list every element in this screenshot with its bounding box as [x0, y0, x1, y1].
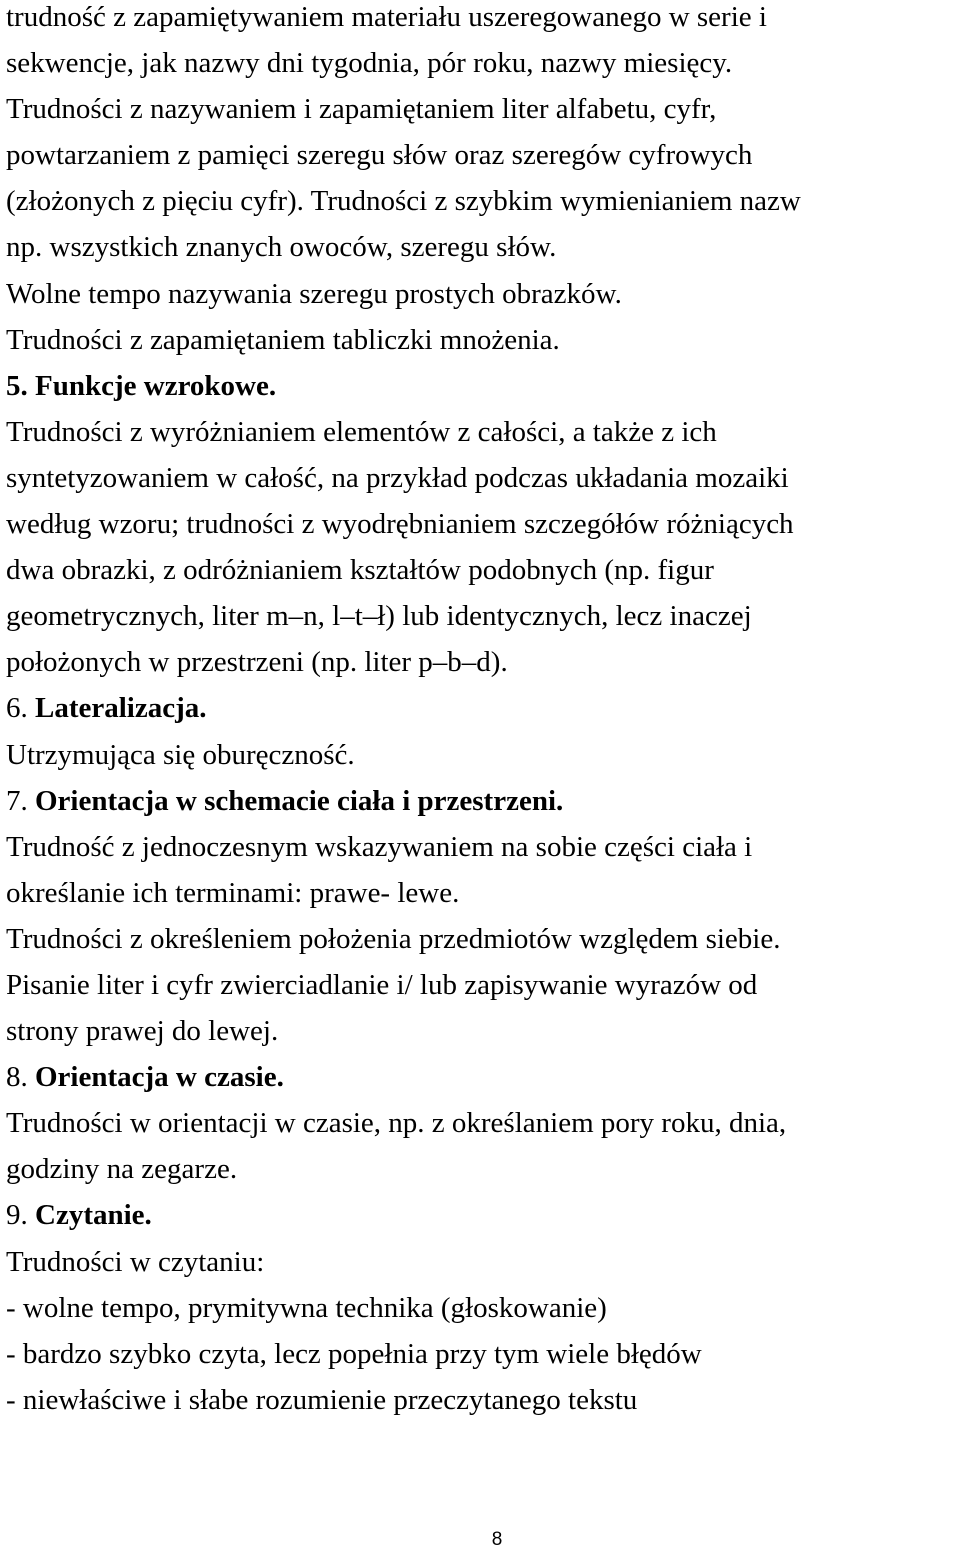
text-line: Trudność z jednoczesnym wskazywaniem na sobie części ciała i	[6, 830, 753, 863]
text-line: Trudności z zapamiętaniem tabliczki mnożenia.	[6, 323, 560, 356]
section-number: 5.	[6, 369, 28, 402]
section-title: Czytanie.	[35, 1199, 152, 1232]
section-number: 6.	[6, 692, 28, 725]
text-line: - niewłaściwe i słabe rozumienie przeczytanego tekstu	[6, 1383, 638, 1416]
text-line: Trudności w czytaniu:	[6, 1245, 265, 1278]
section-title: Orientacja w schemacie ciała i przestrzeni.	[35, 784, 564, 817]
text-line: powtarzaniem z pamięci szeregu słów oraz szeregów cyfrowych	[6, 139, 753, 172]
text-line: Trudności z nazywaniem i zapamiętaniem liter alfabetu, cyfr,	[6, 93, 717, 126]
text-line: godziny na zegarze.	[6, 1153, 238, 1186]
section-heading	[6, 1192, 956, 1238]
text-line: strony prawej do lewej.	[6, 1015, 279, 1048]
page-number: 8	[491, 1529, 503, 1550]
section-heading	[6, 685, 956, 731]
section-title: Orientacja w czasie.	[35, 1061, 284, 1094]
section-heading	[6, 778, 956, 824]
text-line: geometrycznych, liter m–n, l–t–ł) lub identycznych, lecz inaczej	[6, 600, 752, 633]
section-number: 9.	[6, 1199, 28, 1232]
text-line: Trudności w orientacji w czasie, np. z określaniem pory roku, dnia,	[6, 1107, 787, 1140]
text-line: - bardzo szybko czyta, lecz popełnia przy tym wiele błędów	[6, 1337, 702, 1370]
text-line: według wzoru; trudności z wyodrębnianiem szczegółów różniących	[6, 508, 794, 541]
section-title: Lateralizacja.	[35, 692, 207, 725]
text-line: Wolne tempo nazywania szeregu prostych obrazków.	[6, 277, 622, 310]
text-line: położonych w przestrzeni (np. liter p–b–d).	[6, 646, 508, 679]
text-line: Trudności z określeniem położenia przedmiotów względem siebie.	[6, 922, 781, 955]
text-line: trudność z zapamiętywaniem materiału uszeregowanego w serie i	[6, 1, 767, 33]
text-line: (złożonych z pięciu cyfr). Trudności z szybkim wymienianiem nazw	[6, 185, 801, 218]
text-line: - wolne tempo, prymitywna technika (głoskowanie)	[6, 1291, 607, 1324]
text-line: dwa obrazki, z odróżnianiem kształtów podobnych (np. figur	[6, 554, 714, 587]
text-line: Pisanie liter i cyfr zwierciadlanie i/ lub zapisywanie wyrazów od	[6, 968, 758, 1001]
text-line: np. wszystkich znanych owoców, szeregu słów.	[6, 231, 557, 264]
text-line: określanie ich terminami: prawe- lewe.	[6, 876, 460, 909]
section-number: 7.	[6, 784, 28, 817]
text-line: Trudności z wyróżnianiem elementów z całości, a także z ich	[6, 415, 717, 448]
document-body	[6, 0, 956, 1423]
section-number: 8.	[6, 1061, 28, 1094]
text-line: syntetyzowaniem w całość, na przykład podczas układania mozaiki	[6, 461, 789, 494]
text-line: sekwencje, jak nazwy dni tygodnia, pór roku, nazwy miesięcy.	[6, 47, 733, 80]
section-title: Funkcje wzrokowe.	[35, 369, 277, 402]
text-line: Utrzymująca się oburęczność.	[6, 738, 355, 771]
section-heading	[6, 1054, 956, 1100]
section-heading	[6, 363, 956, 409]
